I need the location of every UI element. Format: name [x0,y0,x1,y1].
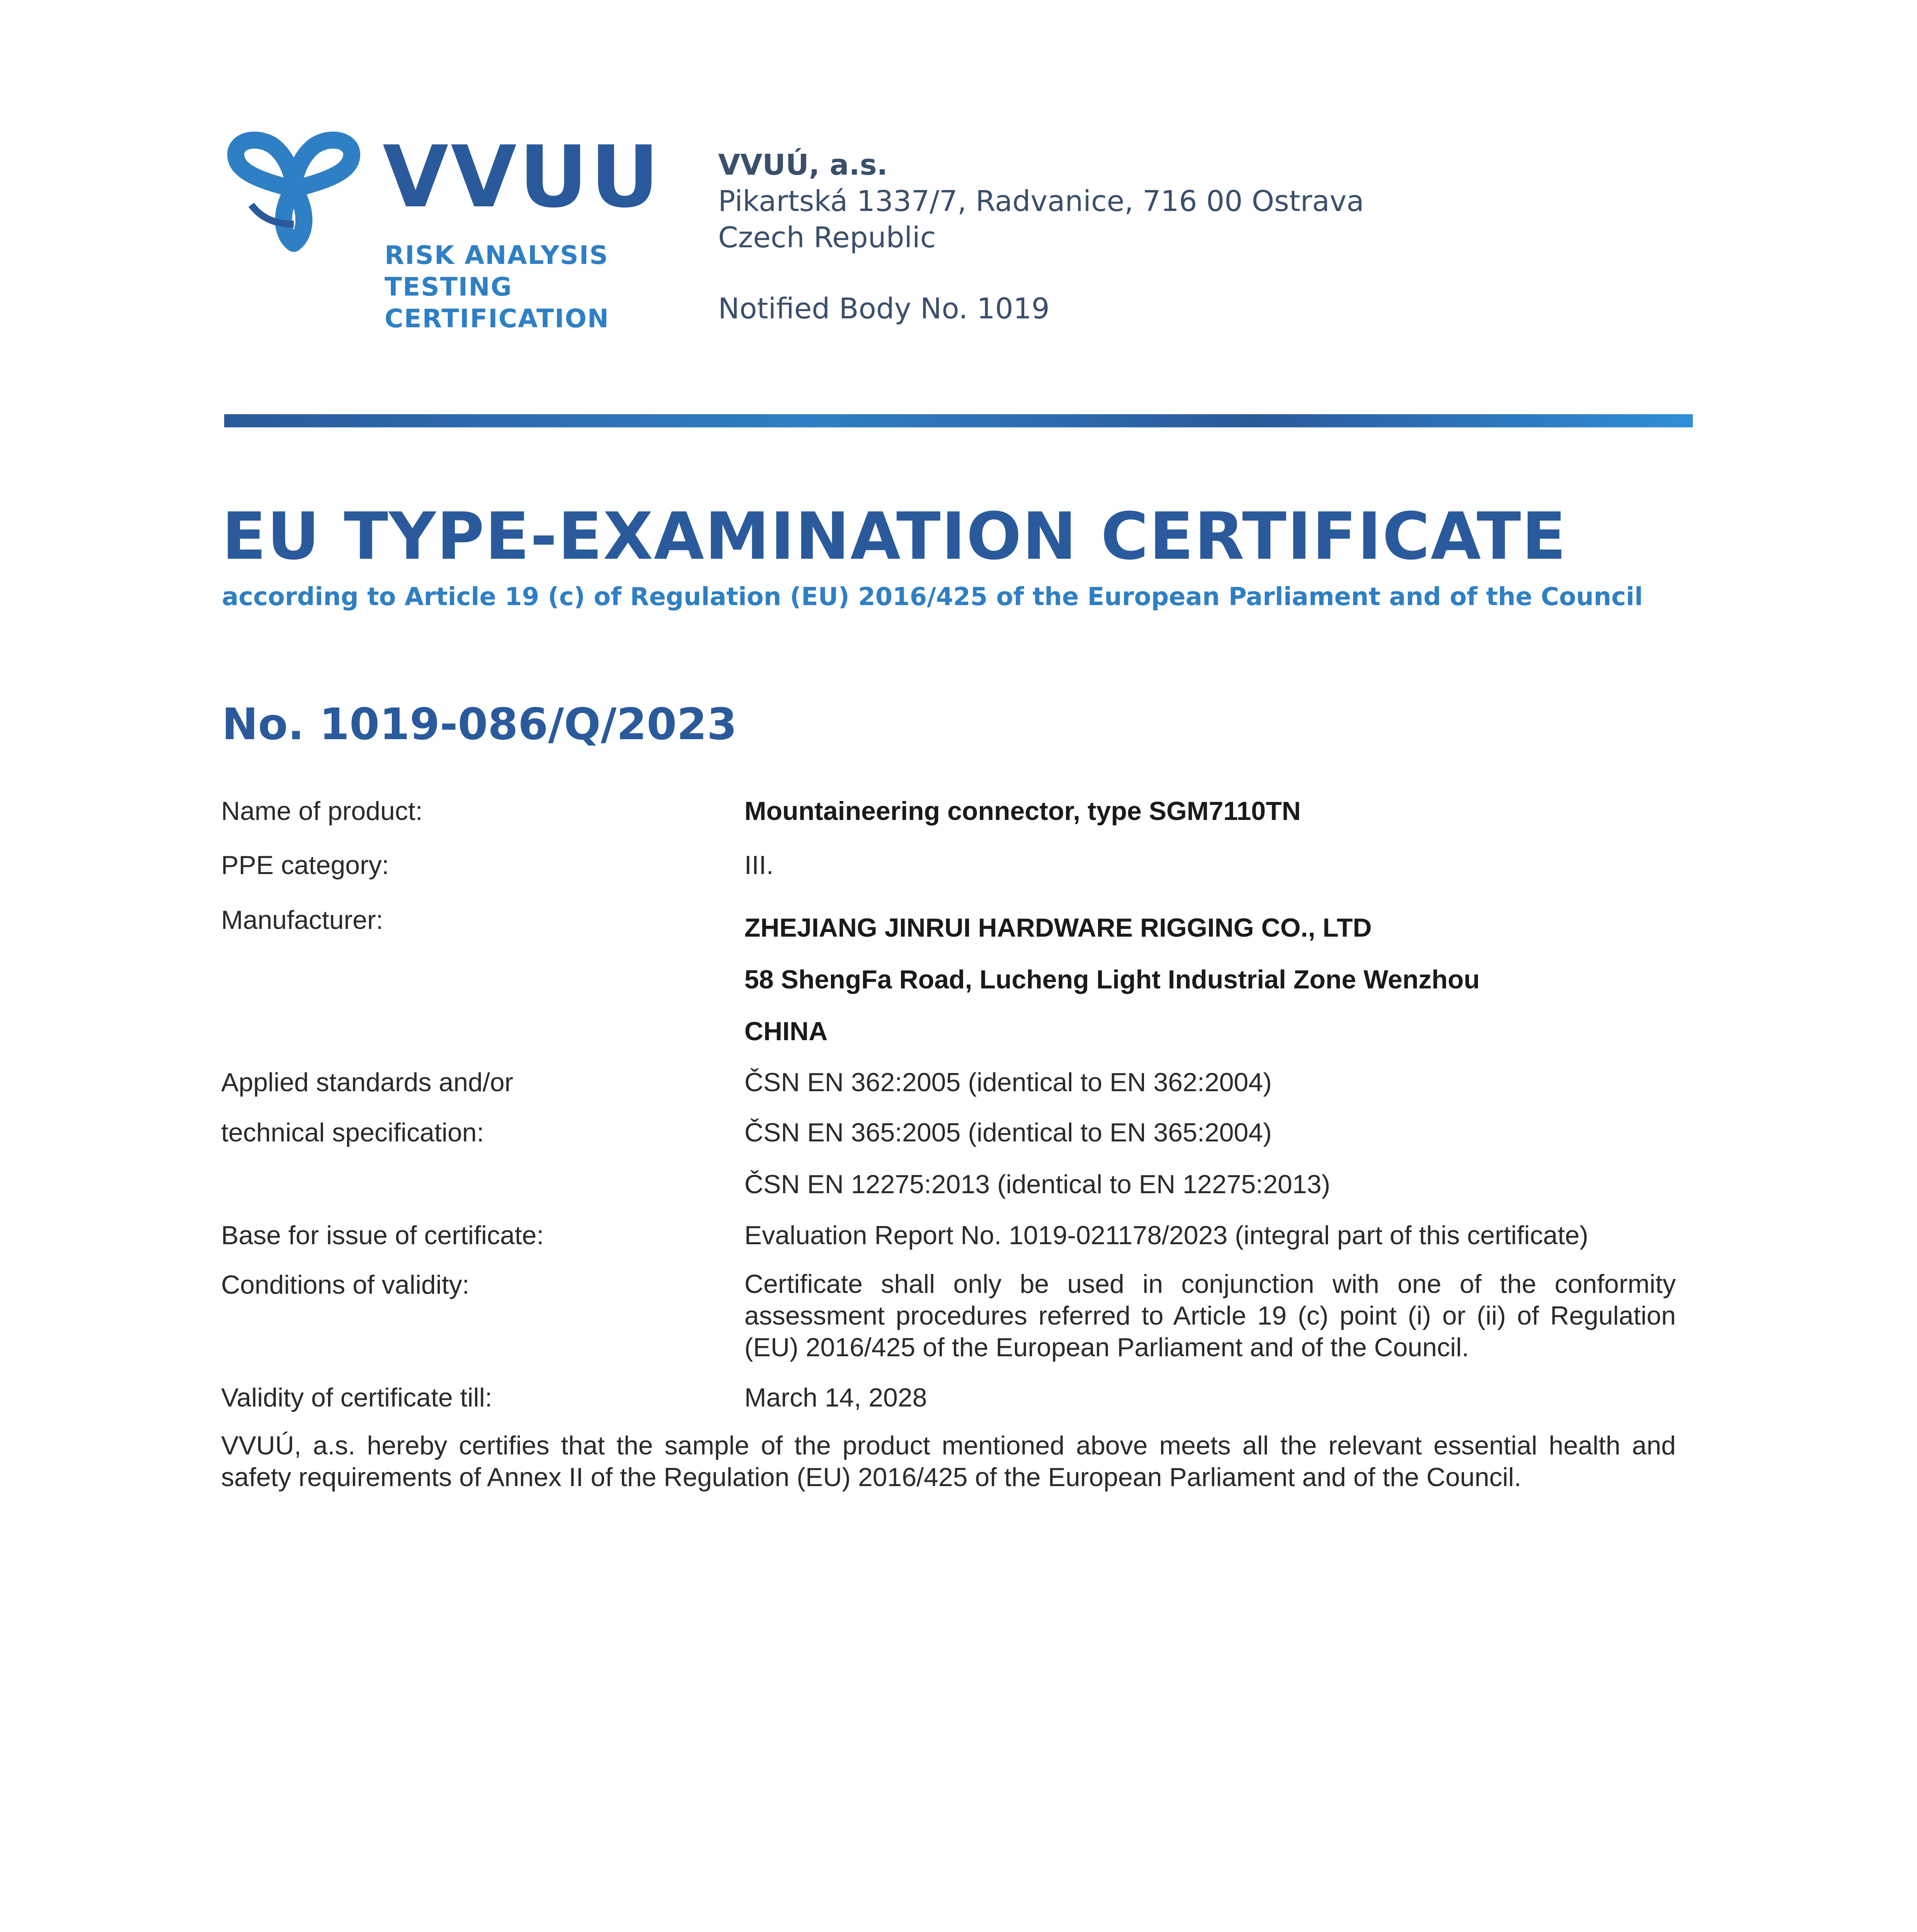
conditions-label: Conditions of validity: [221,1270,470,1299]
certificate-subtitle: according to Article 19 (c) of Regulation (EU) 2016/425 of the European Parliament and of the Council [222,583,1643,611]
validity-value: March 14, 2028 [744,1383,927,1412]
address-line-2: Czech Republic [718,221,936,254]
certificate-title: EU TYPE-EXAMINATION CERTIFICATE [222,498,1567,574]
base-value: Evaluation Report No. 1019-021178/2023 (integral part of this certificate) [744,1221,1588,1250]
manufacturer-country: CHINA [744,1017,828,1046]
standard-item: ČSN EN 362:2005 (identical to EN 362:2004) [744,1068,1272,1097]
validity-label: Validity of certificate till: [221,1383,492,1412]
standard-item: ČSN EN 365:2005 (identical to EN 365:2004) [744,1118,1272,1147]
org-name: VVUÚ, a.s. [718,148,888,182]
product-label: Name of product: [221,796,423,826]
ppe-label: PPE category: [221,850,389,880]
vvuu-logo [220,120,662,352]
standards-label-line-2: technical specification: [221,1118,484,1147]
tagline-line-1: RISK ANALYSIS [385,240,609,270]
tagline-line-3: CERTIFICATION [385,304,609,333]
header-divider [224,414,1693,427]
standard-item: ČSN EN 12275:2013 (identical to EN 12275:2013) [744,1170,1330,1199]
conditions-value: Certificate shall only be used in conjunction with one of the conformity assessment procedures referred to Article 19 (c) point (i) or (ii) of Regulation (EU) 2016/425 of the European Parliament and of the Council. [744,1269,1676,1362]
address-line-1: Pikartská 1337/7, Radvanice, 716 00 Ostrava [718,185,1364,218]
tagline-line-2: TESTING [385,272,512,302]
logo-tagline [385,240,609,335]
manufacturer-label: Manufacturer: [221,905,383,935]
product-value: Mountaineering connector, type SGM7110TN [744,796,1301,826]
standards-label-line-1: Applied standards and/or [221,1068,514,1097]
manufacturer-address: 58 ShengFa Road, Lucheng Light Industrial Zone Wenzhou [744,965,1480,994]
organization-address [718,147,1364,327]
ppe-value: III. [744,850,774,880]
notified-body: Notified Body No. 1019 [718,292,1050,325]
certificate-number: No. 1019-086/Q/2023 [222,699,737,750]
logo-wordmark: VVUU [383,128,662,226]
manufacturer-name: ZHEJIANG JINRUI HARDWARE RIGGING CO., LTD [744,913,1372,942]
certification-statement: VVUÚ, a.s. hereby certifies that the sample of the product mentioned above meets all the relevant essential health and safety requirements of Annex II of the Regulation (EU) 2016/425 of the European Parliament and of the Council. [221,1431,1676,1492]
base-label: Base for issue of certificate: [221,1221,544,1250]
vvuu-knot-icon [220,128,367,255]
